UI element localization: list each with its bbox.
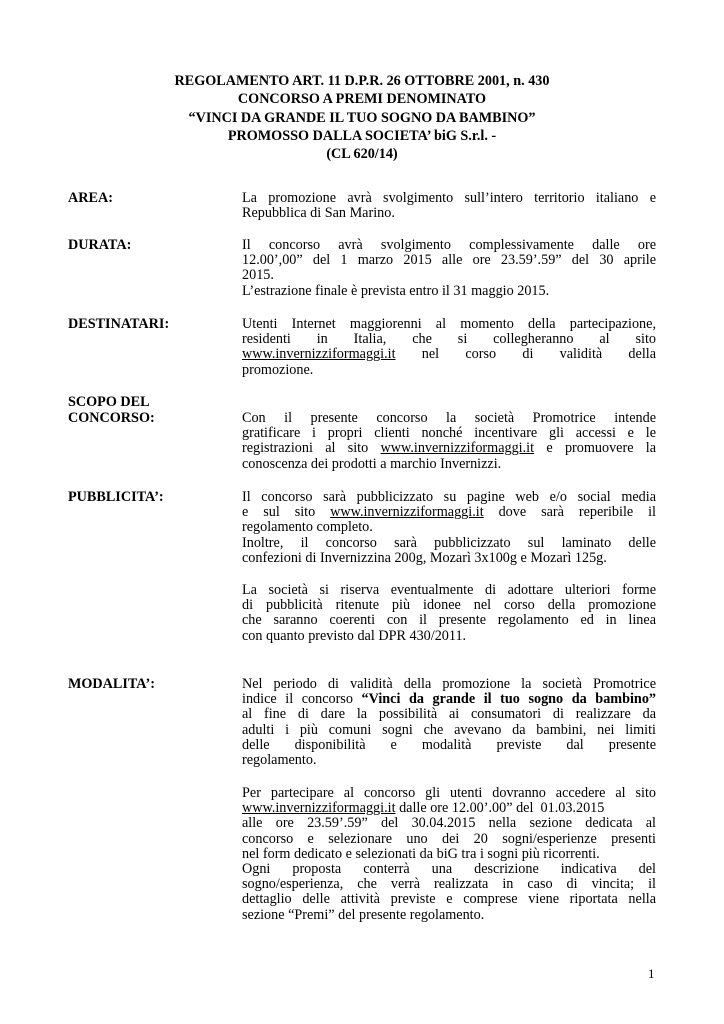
header-code: (CL 620/14) [326, 146, 398, 163]
text-line: La società si riserva eventualmente di adottare ulteriori forme [242, 582, 656, 598]
text-line: Con il presente concorso la società Promotrice intende [242, 410, 656, 426]
website-link[interactable]: www.invernizziformaggi.it [380, 440, 535, 457]
text-line: al fine di dare la possibilità ai consumatori di realizzare da [242, 706, 656, 723]
text-line: indice il concorso “Vinci da grande il tuo sogno da bambino” [242, 691, 657, 708]
scopo-text [242, 411, 656, 472]
area-label: AREA: [68, 190, 113, 206]
text-line: Utenti Internet maggiorenni al momento della partecipazione, [242, 316, 656, 332]
scopo-label-1: SCOPO DEL [68, 394, 150, 410]
text-line: sezione “Premi” del presente regolamento. [242, 906, 485, 923]
text-line: regolamento. [242, 751, 317, 768]
text-line: conoscenza dei prodotti a marchio Invernizzi. [242, 455, 502, 472]
pubblicita-label: PUBBLICITA’: [68, 489, 164, 505]
website-link[interactable]: www.invernizziformaggi.it [330, 504, 484, 521]
header-promoter: PROMOSSO DALLA SOCIETA’ biG S.r.l. - [227, 127, 497, 144]
text-line: Il concorso avrà svolgimento complessivamente dalle ore [242, 237, 656, 253]
modalita-text-2 [242, 786, 656, 923]
text-line: www.invernizziformaggi.it nel corso di validità della [242, 346, 656, 363]
text-line: Il concorso sarà pubblicizzato su pagine web e/o social media [242, 489, 656, 505]
header-subtitle: CONCORSO A PREMI DENOMINATO [237, 91, 487, 108]
text-line: dettaglio delle attività previste e comprese viene riportata nella [242, 891, 656, 908]
text-line: adulti i più comuni sogni che avevano da bambini, nei limiti [242, 721, 656, 738]
scopo-label-2: CONCORSO: [68, 410, 155, 426]
area-text [242, 191, 656, 221]
text-line: alle ore 23.59’.59” del 30.04.2015 nella sezione dedicata al [242, 815, 656, 832]
text-line: La promozione avrà svolgimento sull’intero territorio italiano e [242, 190, 656, 206]
pubblicita-text-2 [242, 583, 656, 644]
page-number: 1 [648, 966, 655, 981]
text-line: concorso e selezionare uno dei 20 sogni/esperienze presenti [242, 830, 656, 847]
text-line: e sul sito www.invernizziformaggi.it dove sarà reperibile il [242, 504, 656, 521]
modalita-label: MODALITA’: [68, 676, 155, 692]
text-line: con quanto previsto dal DPR 430/2011. [242, 627, 467, 644]
pubblicita-text [242, 490, 656, 566]
text-line: residenti in Italia, che si collegheranno al sito [242, 331, 656, 348]
text-line: confezioni di Invernizzina 200g, Mozarì 3x100g e Mozarì 125g. [242, 549, 607, 566]
header-title: REGOLAMENTO ART. 11 D.P.R. 26 OTTOBRE 2001, n. 430 [174, 73, 550, 89]
text-line: Repubblica di San Marino. [242, 205, 395, 222]
text-line: sogno/esperienza, che verrà realizzata in caso di vincita; il [242, 876, 656, 893]
text-line: che saranno coerenti con il presente regolamento ed in linea [242, 612, 656, 629]
contest-name: “Vinci da grande il tuo sogno da bambino” [361, 691, 657, 708]
durata-text [242, 238, 656, 299]
text-line: www.invernizziformaggi.it dalle ore 12.00’.00” del 01.03.2015 [242, 800, 605, 817]
text-line: L’estrazione finale è prevista entro il 31 maggio 2015. [242, 282, 550, 299]
text-line: di pubblicità ritenute più idonee nel corso della promozione [242, 597, 656, 614]
durata-label: DURATA: [68, 237, 132, 253]
text-line: Nel periodo di validità della promozione la società Promotrice [242, 676, 656, 692]
header-contest-name: “VINCI DA GRANDE IL TUO SOGNO DA BAMBINO” [188, 109, 536, 126]
text-line: gratificare i propri clienti nonché incentivare gli accessi e le [242, 425, 656, 442]
text-line: promozione. [242, 361, 314, 378]
text-line: registrazioni al sito www.invernizziformaggi.it e promuovere la [242, 440, 657, 457]
text-line: nel form dedicato e selezionati da biG tra i sogni più ricorrenti. [242, 845, 600, 862]
website-link[interactable]: www.invernizziformaggi.it [242, 346, 396, 363]
modalita-text [242, 677, 656, 768]
text-line: Inoltre, il concorso sarà pubblicizzato sul laminato delle [242, 534, 656, 551]
destinatari-label: DESTINATARI: [68, 316, 170, 332]
text-line: delle disponibilità e modalità previste dal presente [242, 736, 656, 753]
text-line: Ogni proposta conterrà una descrizione indicativa del [242, 860, 656, 877]
text-line: 2015. [242, 267, 274, 284]
text-line: regolamento completo. [242, 519, 373, 536]
document-header [0, 72, 724, 163]
text-line: 12.00’,00” del 1 marzo 2015 alle ore 23.59’.59” del 30 aprile [242, 252, 656, 269]
website-link[interactable]: www.invernizziformaggi.it [242, 800, 396, 817]
text-line: Per partecipare al concorso gli utenti dovranno accedere al sito [242, 785, 656, 801]
destinatari-text [242, 317, 656, 378]
